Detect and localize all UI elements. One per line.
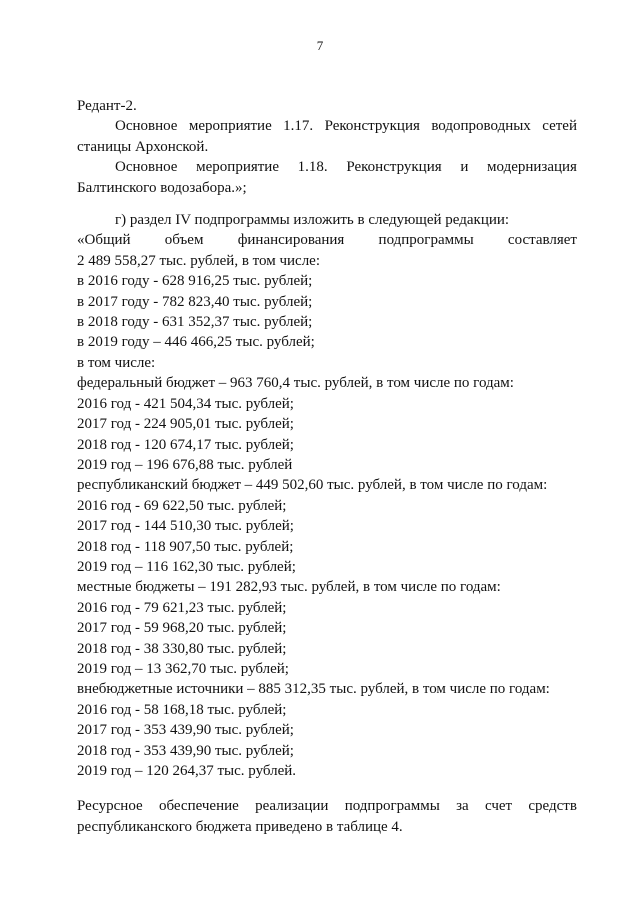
extra-year-line: 2019 год – 120 264,37 тыс. рублей. — [77, 763, 297, 779]
word: и — [460, 159, 469, 176]
word: подпрограммы — [378, 232, 474, 249]
federal-year-line: 2016 год - 421 504,34 тыс. рублей; — [77, 395, 294, 412]
extra-budget-header: внебюджетные источники – 885 312,35 тыс. рублей, в том числе по годам: — [77, 681, 550, 698]
word: составляет — [507, 232, 577, 249]
word: модернизация — [487, 159, 577, 176]
extra-year-line: 2017 год - 353 439,90 тыс. рублей; — [77, 722, 294, 739]
word: мероприятие — [188, 118, 272, 135]
year-line: в 2017 году - 782 823,40 тыс. рублей; — [77, 293, 313, 310]
local-budget-header: местные бюджеты – 191 282,93 тыс. рублей, в том числе по годам: — [77, 579, 501, 596]
intro-line: Редант-2. — [77, 98, 137, 114]
word: реализации — [255, 798, 329, 815]
measure-117-line — [77, 116, 577, 136]
word: водопроводных — [431, 118, 531, 135]
total-financing-line — [77, 230, 577, 250]
word: 1.17. — [283, 118, 314, 135]
word: счет — [484, 798, 513, 815]
word: объем — [164, 232, 204, 249]
closing-continuation: республиканского бюджета приведено в таблице 4. — [77, 818, 403, 835]
federal-year-line: 2019 год – 196 676,88 тыс. рублей — [77, 456, 293, 473]
republic-budget-header: республиканский бюджет – 449 502,60 тыс. рублей, в том числе по годам: — [77, 477, 548, 494]
page-number: 7 — [316, 38, 324, 53]
republic-year-line: 2016 год - 69 622,50 тыс. рублей; — [77, 497, 287, 514]
section-heading: г) раздел IV подпрограммы изложить в следующей редакции: — [115, 212, 510, 229]
word: средств — [528, 798, 577, 815]
word: финансирования — [237, 232, 345, 249]
word: Основное — [115, 159, 178, 176]
federal-year-line: 2018 год - 120 674,17 тыс. рублей; — [77, 436, 294, 453]
word: сетей — [542, 118, 577, 135]
including-label: в том числе: — [77, 354, 156, 371]
federal-budget-header: федеральный бюджет – 963 760,4 тыс. рублей, в том числе по годам: — [77, 375, 514, 392]
local-year-line: 2017 год - 59 968,20 тыс. рублей; — [77, 620, 287, 637]
local-year-line: 2018 год - 38 330,80 тыс. рублей; — [77, 640, 287, 657]
republic-year-line: 2017 год - 144 510,30 тыс. рублей; — [77, 518, 294, 535]
measure-117-continuation: станицы Архонской. — [77, 138, 209, 155]
republic-year-line: 2018 год - 118 907,50 тыс. рублей; — [77, 538, 294, 555]
year-line: в 2018 году - 631 352,37 тыс. рублей; — [77, 314, 313, 331]
republic-year-line: 2019 год – 116 162,30 тыс. рублей; — [77, 558, 296, 575]
word: Реконструкция — [346, 159, 442, 176]
word: мероприятие — [196, 159, 279, 176]
extra-year-line: 2018 год - 353 439,90 тыс. рублей; — [77, 742, 294, 759]
document-body — [77, 96, 577, 837]
word: Реконструкция — [324, 118, 420, 135]
total-amount: 2 489 558,27 тыс. рублей, в том числе: — [77, 252, 321, 269]
word: Основное — [115, 118, 178, 135]
year-line: в 2016 году - 628 916,25 тыс. рублей; — [77, 273, 313, 290]
closing-line — [77, 796, 577, 816]
word: 1.18. — [297, 159, 328, 176]
measure-118-line — [77, 157, 577, 177]
local-year-line: 2016 год - 79 621,23 тыс. рублей; — [77, 599, 287, 616]
year-line: в 2019 году – 446 466,25 тыс. рублей; — [77, 334, 315, 351]
extra-year-line: 2016 год - 58 168,18 тыс. рублей; — [77, 701, 287, 718]
word: за — [456, 798, 469, 815]
word: «Общий — [77, 232, 131, 249]
word: подпрограммы — [344, 798, 440, 815]
word: обеспечение — [158, 798, 239, 815]
word: Ресурсное — [77, 798, 143, 815]
measure-118-continuation: Балтинского водозабора.»; — [77, 179, 247, 196]
local-year-line: 2019 год – 13 362,70 тыс. рублей; — [77, 660, 289, 677]
federal-year-line: 2017 год - 224 905,01 тыс. рублей; — [77, 416, 294, 433]
